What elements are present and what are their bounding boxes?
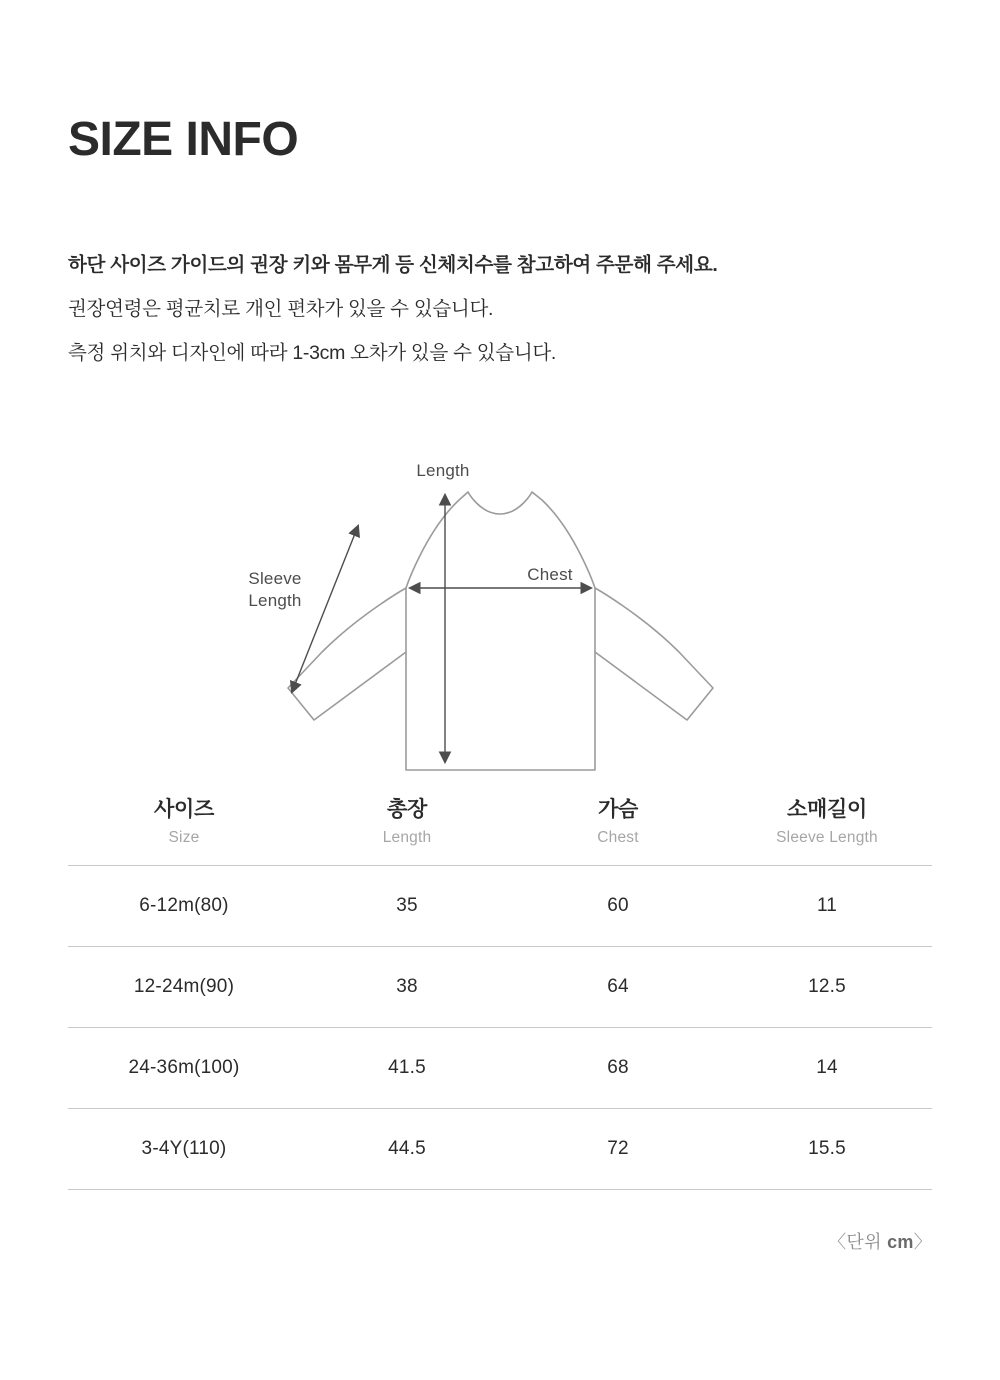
sleeve-length-label-line2: Length: [248, 591, 302, 610]
unit-note-prefix: 〈단위: [828, 1232, 888, 1252]
sleeve-length-label-line1: Sleeve: [248, 569, 302, 588]
cell-chest: 72: [607, 1138, 629, 1159]
table-header-length-kr: 총장: [387, 798, 427, 821]
cell-sleeve: 15.5: [808, 1138, 846, 1159]
sleeve-length-label: [220, 568, 330, 612]
table-header-chest-en: Chest: [597, 829, 639, 846]
cell-size: 24-36m(100): [128, 1057, 240, 1078]
cell-length: 38: [396, 976, 418, 997]
description-line-1: 하단 사이즈 가이드의 권장 키와 몸무게 등 신체치수를 참고하여 주문해 주세요.: [68, 254, 718, 276]
unit-note-value: cm: [887, 1232, 914, 1252]
cell-length: 35: [396, 895, 418, 916]
cell-size: 12-24m(90): [133, 976, 235, 997]
cell-length: 41.5: [388, 1057, 426, 1078]
unit-note-suffix: 〉: [913, 1232, 932, 1252]
table-row: [68, 947, 932, 1027]
cell-size: 3-4Y(110): [141, 1138, 227, 1159]
description-line-2: 권장연령은 평균치로 개인 편차가 있을 수 있습니다.: [68, 298, 494, 320]
table-header-size-en: Size: [168, 829, 200, 846]
garment-measurement-illustration: [210, 440, 790, 780]
table-divider: [68, 1189, 932, 1190]
cell-length: 44.5: [388, 1138, 426, 1159]
page-title: SIZE INFO: [68, 113, 299, 166]
description-block: [68, 243, 928, 375]
table-row: [68, 866, 932, 946]
body-outline: [406, 492, 595, 770]
table-header-sleeve: [722, 795, 932, 851]
cell-chest: 60: [607, 895, 629, 916]
table-header-size-kr: 사이즈: [154, 798, 214, 821]
table-header-chest-kr: 가슴: [598, 798, 638, 821]
table-header-chest: [514, 795, 722, 851]
chest-label: Chest: [527, 565, 573, 584]
table-header-sleeve-kr: 소매길이: [787, 798, 867, 821]
cell-size: 6-12m(80): [139, 895, 229, 916]
cell-sleeve: 11: [816, 895, 838, 916]
table-header-size: [68, 795, 300, 851]
right-sleeve-outline: [595, 588, 713, 720]
cell-chest: 64: [607, 976, 629, 997]
table-row: [68, 1109, 932, 1189]
table-header-length-en: Length: [382, 829, 432, 846]
description-line-3: 측정 위치와 디자인에 따라 1-3cm 오차가 있을 수 있습니다.: [68, 342, 557, 364]
cell-sleeve: 14: [816, 1057, 838, 1078]
length-label: Length: [416, 461, 470, 480]
table-header-row: [68, 795, 932, 865]
unit-note: [828, 1228, 932, 1254]
cell-sleeve: 12.5: [808, 976, 846, 997]
cell-chest: 68: [607, 1057, 629, 1078]
table-row: [68, 1028, 932, 1108]
table-header-length: [300, 795, 514, 851]
table-header-sleeve-en: Sleeve Length: [776, 829, 878, 846]
size-table: [68, 795, 932, 1190]
